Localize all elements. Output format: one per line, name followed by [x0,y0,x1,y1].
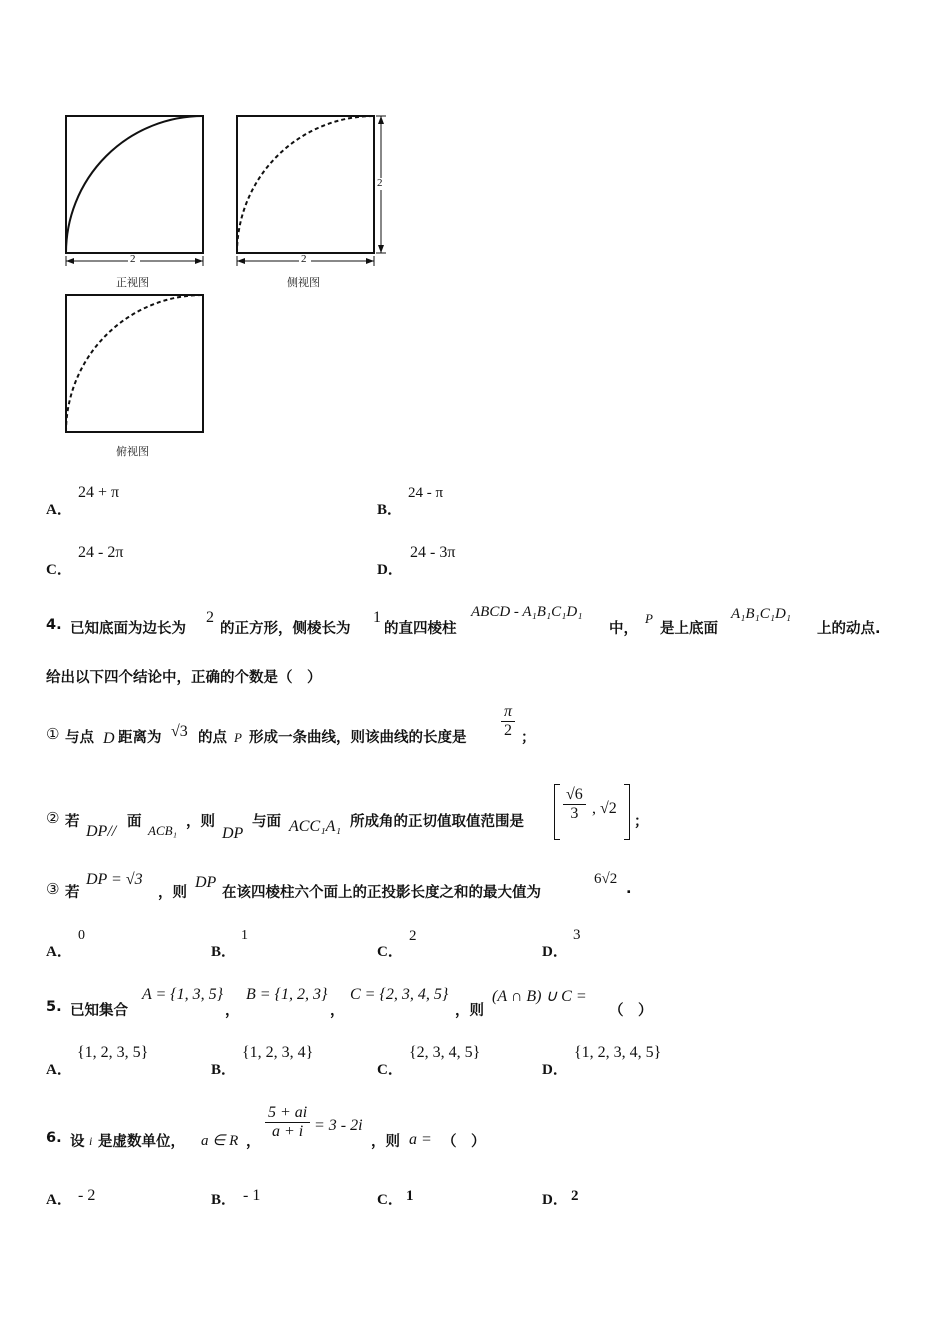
q6-option-b-label: B． [211,1192,237,1208]
q4-c2-mark: ② [46,809,60,827]
q4-c2-a: 若 [65,814,80,830]
side-height-label: 2 [377,177,383,189]
q4-face: A₁B₁C₁D₁ [731,606,792,622]
q4-c1-d: 形成一条曲线，则该曲线的长度是 [249,730,467,746]
q5-option-a-label: A． [46,1062,72,1078]
q5-option-b-value: {1, 2, 3, 4} [242,1044,314,1061]
q4-option-d-value: 3 [573,927,581,943]
q4-c2-range-fraction [563,786,586,823]
q6-frac-den: a + i [272,1123,304,1140]
q3-option-b-label: B． [377,502,403,518]
q4-c1-frac-den: 2 [504,722,512,739]
top-view-caption: 俯视图 [116,445,149,458]
q5-number: 5. [46,999,62,1015]
q4-stem-c: 的直四棱柱 [384,621,457,637]
q4-c2-ACB1: ACB₁ [148,823,178,838]
q4-c1-end: ； [521,730,536,746]
q6-option-a-label: A． [46,1192,72,1208]
side-view [237,116,374,253]
q5-option-d-label: D． [542,1062,568,1078]
q4-c2-range-num: √6 [563,786,586,805]
q4-number: 4. [46,617,62,633]
q5-set-a: A = {1, 3, 5} [142,986,224,1003]
q6-i: i [89,1134,93,1148]
front-width-label: 2 [130,253,136,265]
q6-comma: ， [246,1134,261,1150]
q4-c2-range-right: , √2 [592,800,617,817]
q4-c3-DP: DP [195,874,217,891]
q4-stem-a: 已知底面为边长为 [70,621,186,637]
side-width-label: 2 [301,253,307,265]
q6-number: 6. [46,1130,62,1146]
q4-side: 2 [206,609,214,626]
q5-comma1: ， [225,1003,240,1019]
q6-option-d-label: D． [542,1192,568,1208]
q5-then: ，则 [455,1003,484,1019]
q4-point: P [645,611,653,626]
q6-option-c-value: 1 [406,1188,414,1204]
side-view-caption: 侧视图 [287,276,320,289]
q4-c3-a: 若 [65,885,80,901]
q5-stem: 已知集合 [70,1003,128,1019]
q4-stem-f: 上的动点. [817,621,881,637]
q4-stem-d: 中， [609,621,638,637]
q5-option-d-value: {1, 2, 3, 4, 5} [574,1044,662,1061]
q4-c3-end: . [626,881,632,897]
q3-option-a-label: A． [46,502,72,518]
q3-option-d-value: 24 - 3π [410,544,456,561]
q5-option-c-label: C． [377,1062,403,1078]
q4-c1-D: D [103,730,115,747]
q4-c1-c: 的点 [198,730,227,746]
q4-c2-b: ，则 [186,814,215,830]
q4-c2-d: 所成角的正切值取值范围是 [350,814,524,830]
q4-c2-DP2: DP [222,825,244,842]
q4-option-b-label: B． [211,944,237,960]
q4-c3-eq: DP = √3 [86,871,143,888]
q4-line2: 给出以下四个结论中，正确的个数是（ ） [46,670,322,686]
q3-option-c-label: C． [46,562,72,578]
q6-stem-a: 设 [70,1134,85,1150]
q4-c1-mark: ① [46,725,60,743]
front-view-caption: 正视图 [116,276,149,289]
q4-c1-P: P [234,730,242,745]
q5-option-c-value: {2, 3, 4, 5} [409,1044,481,1061]
q5-set-c: C = {2, 3, 4, 5} [350,986,449,1003]
q6-a-in-r: a ∈ R [201,1133,239,1149]
q4-option-d-label: D． [542,944,568,960]
q4-prism: ABCD - A₁B₁C₁D₁ [471,604,583,620]
q5-option-a-value: {1, 2, 3, 5} [77,1044,149,1061]
q6-option-a-value: - 2 [78,1187,96,1204]
q4-stem-b: 的正方形，侧棱长为 [220,621,351,637]
q6-ask: a = [409,1131,432,1148]
q4-c2-c: 与面 [252,814,281,830]
three-view-figure [0,0,950,470]
front-view [66,116,203,253]
q5-paren: （ ） [609,1003,653,1019]
q6-frac-num: 5 + ai [265,1104,310,1123]
top-view [66,295,203,432]
q4-c3-val: 6√2 [594,871,618,887]
q4-c2-range-den: 3 [570,805,579,822]
q3-option-c-value: 24 - 2π [78,544,124,561]
q4-c2-face-word: 面 [127,814,142,830]
q6-option-c-label: C． [377,1192,403,1208]
q5-comma2: ， [330,1003,345,1019]
q4-c3-b: ，则 [158,885,187,901]
q4-c2-DP: DP// [86,823,117,840]
q4-c1-fraction [501,703,515,740]
q4-option-c-value: 2 [409,928,417,944]
right-bracket [624,784,630,840]
q4-c3-c: 在该四棱柱六个面上的正投影长度之和的最大值为 [222,885,541,901]
q6-then: ，则 [371,1134,400,1150]
q4-option-b-value: 1 [241,928,248,943]
q6-paren: （ ） [442,1134,486,1150]
q6-option-b-value: - 1 [243,1187,261,1204]
q4-c1-frac-num: π [501,703,515,722]
left-bracket [554,784,560,840]
q4-c2-range [554,784,632,840]
q6-stem-b: 是虚数单位， [98,1134,185,1150]
q3-option-d-label: D． [377,562,403,578]
q4-c2-ACC1A1: ACC₁A₁ [289,818,342,835]
q4-option-c-label: C． [377,944,403,960]
q6-rhs: = 3 - 2i [314,1117,363,1134]
q4-c1-b: 距离为 [118,730,162,746]
q4-option-a-value: 0 [78,928,85,943]
q4-c1-sqrt: √3 [171,723,188,740]
q3-option-a-value: 24 + π [78,484,120,501]
q3-option-b-value: 24 - π [408,485,444,501]
q4-option-a-label: A． [46,944,72,960]
q4-stem-e: 是上底面 [660,621,718,637]
q5-expression: (A ∩ B) ∪ C = [492,988,587,1005]
q6-fraction [265,1104,310,1141]
q4-height: 1 [373,609,381,626]
q5-set-b: B = {1, 2, 3} [246,986,328,1003]
q4-c1-a: 与点 [65,730,94,746]
q6-option-d-value: 2 [571,1188,579,1204]
q5-option-b-label: B． [211,1062,237,1078]
q4-c3-mark: ③ [46,880,60,898]
q4-c2-end: ； [634,814,649,830]
